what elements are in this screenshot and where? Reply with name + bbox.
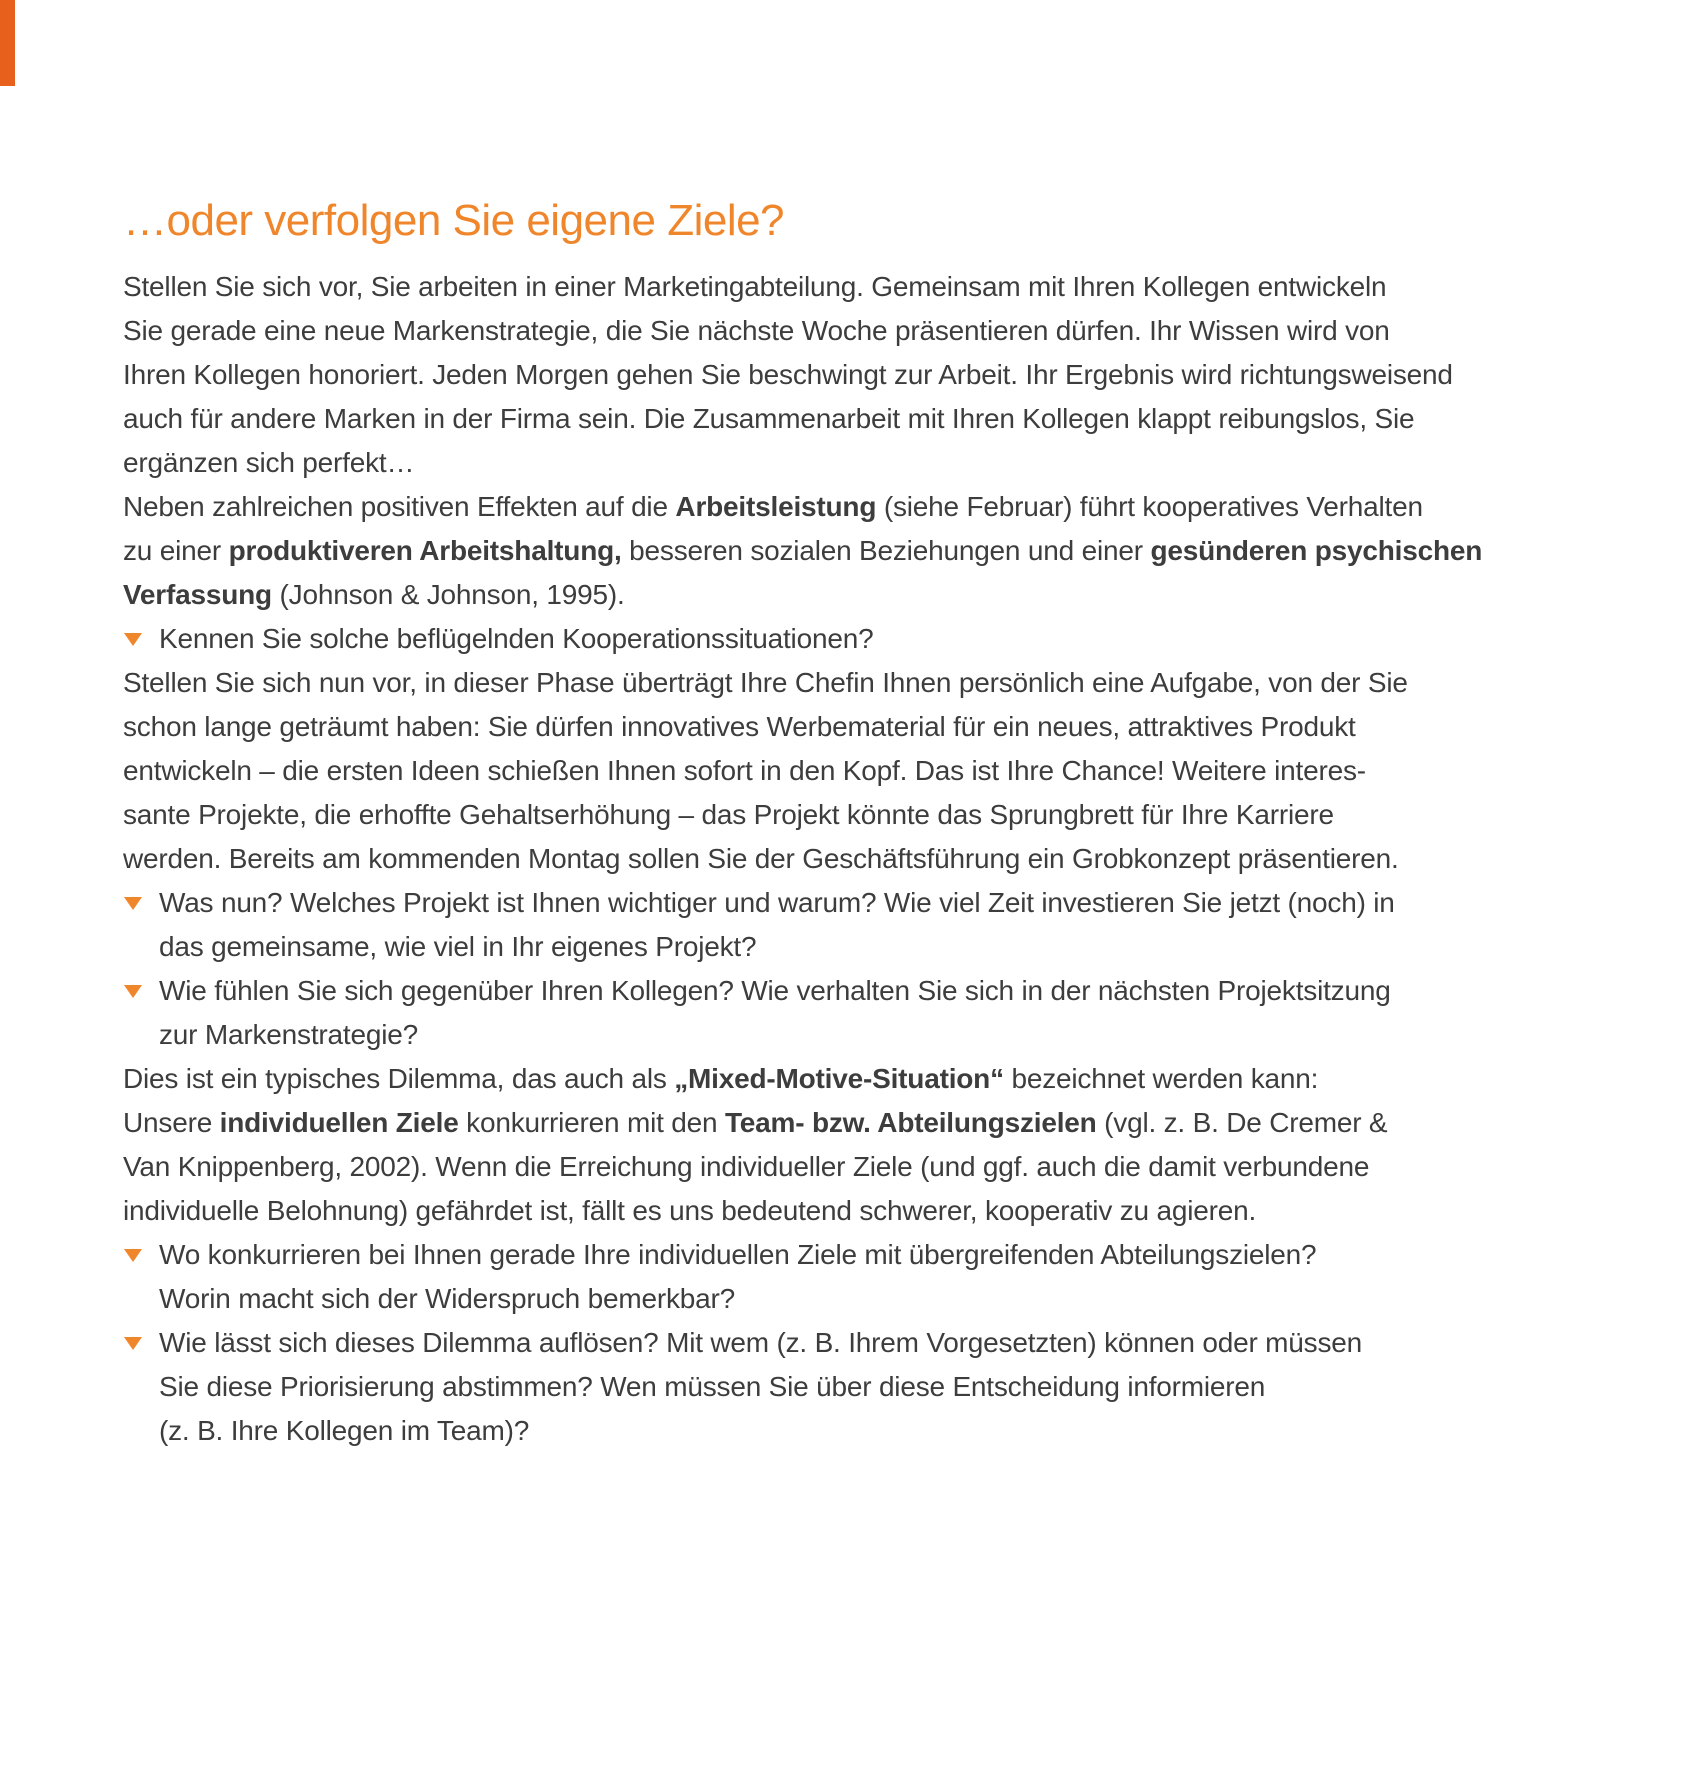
text-run: Was nun? Welches Projekt ist Ihnen wichtiger und warum? Wie viel Zeit investieren Sie jetzt (noch) in <box>159 886 1395 918</box>
text-run: ergänzen sich perfekt… <box>123 446 415 478</box>
paragraph <box>123 1057 1587 1233</box>
text-run: Dies ist ein typisches Dilemma, das auch als <box>123 1062 675 1094</box>
chapter-edge-tab <box>0 0 15 86</box>
bold-text-run: produktiveren Arbeitshaltung, <box>228 534 622 566</box>
text-run: (vgl. z. B. De Cremer & <box>1096 1106 1388 1138</box>
bold-text-run: Verfassung <box>123 578 272 610</box>
text-run: (siehe Februar) führt kooperatives Verhalten <box>876 490 1423 522</box>
text-run: bezeichnet werden kann: <box>1003 1062 1319 1094</box>
triangle-bullet-icon <box>124 985 142 998</box>
bullet-text <box>159 969 1587 1057</box>
triangle-bullet-icon <box>124 1249 142 1262</box>
text-run: (Johnson & Johnson, 1995). <box>271 578 625 610</box>
text-run: Stellen Sie sich nun vor, in dieser Phase überträgt Ihre Chefin Ihnen persönlich eine Aufgabe, von der Sie <box>123 666 1408 698</box>
text-run: Van Knippenberg, 2002). Wenn die Erreichung individueller Ziele (und ggf. auch die damit verbundene <box>123 1150 1370 1182</box>
paragraph <box>123 661 1587 881</box>
text-run: entwickeln – die ersten Ideen schießen Ihnen sofort in den Kopf. Das ist Ihre Chance! Weitere interes- <box>123 754 1366 786</box>
text-run: (z. B. Ihre Kollegen im Team)? <box>159 1414 530 1446</box>
paragraph <box>123 265 1587 485</box>
text-run: werden. Bereits am kommenden Montag sollen Sie der Geschäftsführung ein Grobkonzept präsentieren. <box>123 842 1399 874</box>
triangle-bullet-icon <box>124 633 142 646</box>
bullet-item <box>123 969 1587 1057</box>
text-run: zur Markenstrategie? <box>159 1018 419 1050</box>
bullet-text <box>159 1321 1587 1453</box>
paragraph <box>123 485 1587 617</box>
text-run: Neben zahlreichen positiven Effekten auf die <box>123 490 676 522</box>
text-column <box>123 196 1587 1453</box>
bold-text-run: individuellen Ziele <box>219 1106 459 1138</box>
text-run: Sie diese Priorisierung abstimmen? Wen müssen Sie über diese Entscheidung informieren <box>159 1370 1266 1402</box>
text-run: Kennen Sie solche beflügelnden Kooperationssituationen? <box>159 622 874 654</box>
text-run: besseren sozialen Beziehungen und einer <box>621 534 1151 566</box>
bullet-text <box>159 881 1587 969</box>
text-run: Wie lässt sich dieses Dilemma auflösen? Mit wem (z. B. Ihrem Vorgesetzten) können oder müssen <box>159 1326 1363 1358</box>
text-run: konkurrieren mit den <box>458 1106 725 1138</box>
bold-text-run: Arbeitsleistung <box>675 490 877 522</box>
text-run: das gemeinsame, wie viel in Ihr eigenes Projekt? <box>159 930 757 962</box>
bullet-item <box>123 1233 1587 1321</box>
text-run: auch für andere Marken in der Firma sein. Die Zusammenarbeit mit Ihren Kollegen klappt reibungslos, Sie <box>123 402 1415 434</box>
bold-text-run: gesünderen psychischen <box>1150 534 1483 566</box>
triangle-bullet-icon <box>124 1337 142 1350</box>
text-run: Unsere <box>123 1106 220 1138</box>
text-run: Sie gerade eine neue Markenstrategie, die Sie nächste Woche präsentieren dürfen. Ihr Wissen wird von <box>123 314 1390 346</box>
text-run: Wie fühlen Sie sich gegenüber Ihren Kollegen? Wie verhalten Sie sich in der nächsten Projektsitzung <box>159 974 1391 1006</box>
bold-text-run: „Mixed-Motive-Situation“ <box>674 1062 1004 1094</box>
text-run: sante Projekte, die erhoffte Gehaltserhöhung – das Projekt könnte das Sprungbrett für Ihre Karriere <box>123 798 1334 830</box>
bullet-item <box>123 617 1587 661</box>
bullet-item <box>123 881 1587 969</box>
text-run: …oder verfolgen Sie eigene Ziele? <box>123 196 785 245</box>
bullet-text <box>159 617 1587 661</box>
text-run: schon lange geträumt haben: Sie dürfen innovatives Werbematerial für ein neues, attraktives Produkt <box>123 710 1356 742</box>
bullet-text <box>159 1233 1587 1321</box>
text-run: zu einer <box>123 534 229 566</box>
text-run: individuelle Belohnung) gefährdet ist, fällt es uns bedeutend schwerer, kooperativ zu agieren. <box>123 1194 1257 1226</box>
text-run: Wo konkurrieren bei Ihnen gerade Ihre individuellen Ziele mit übergreifenden Abteilungszielen? <box>159 1238 1317 1270</box>
text-run: Stellen Sie sich vor, Sie arbeiten in einer Marketingabteilung. Gemeinsam mit Ihren Kollegen entwickeln <box>123 270 1387 302</box>
text-run: Worin macht sich der Widerspruch bemerkbar? <box>159 1282 735 1314</box>
triangle-bullet-icon <box>124 897 142 910</box>
text-run: Ihren Kollegen honoriert. Jeden Morgen gehen Sie beschwingt zur Arbeit. Ihr Ergebnis wird richtungsweisend <box>123 358 1453 390</box>
bullet-item <box>123 1321 1587 1453</box>
page-title <box>123 196 1587 247</box>
bold-text-run: Team- bzw. Abteilungszielen <box>724 1106 1097 1138</box>
